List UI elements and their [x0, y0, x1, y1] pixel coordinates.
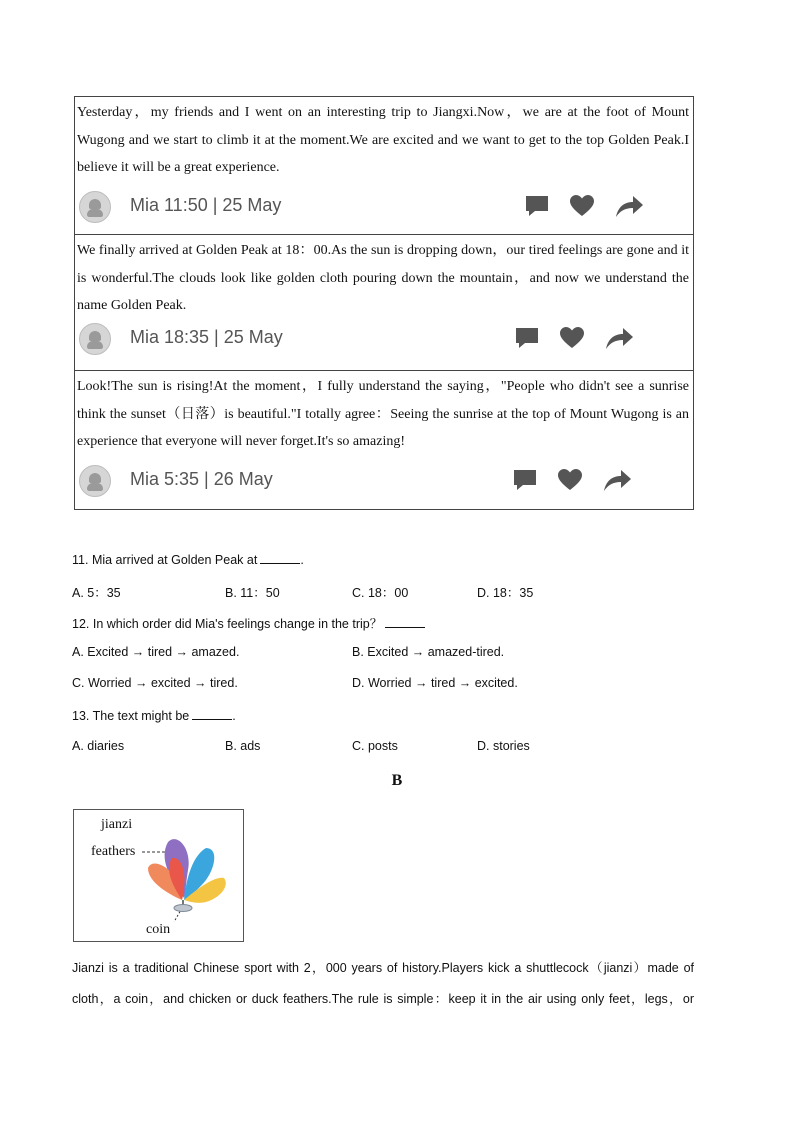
post-actions — [513, 325, 635, 351]
answer-blank[interactable] — [385, 615, 425, 628]
post-text: Look!The sun is rising!At the moment，I fully understand the saying，"People who didn't see a sunrise think the sunset（日落）is beautiful."I totally agree：Seeing the sunrise at the top of Mount Wugong is an experience that everyone will never forget.It's so amazing! — [77, 379, 689, 449]
option-c[interactable]: C. 18：00 — [352, 586, 409, 600]
post-1 — [75, 97, 693, 234]
option-b[interactable]: B. 11：50 — [225, 586, 280, 600]
post-timestamp: Mia 11:50 | 25 May — [130, 195, 282, 215]
shuttlecock-illustration — [74, 810, 243, 941]
heart-icon[interactable] — [569, 194, 595, 218]
question-number: 12. — [72, 617, 90, 631]
post-meta — [79, 461, 689, 501]
answer-blank[interactable] — [260, 551, 300, 564]
question-end: . — [300, 553, 304, 567]
heart-icon[interactable] — [557, 468, 583, 492]
avatar — [79, 323, 111, 355]
figure-label-jianzi: jianzi — [101, 817, 133, 832]
post-timestamp: Mia 5:35 | 26 May — [130, 469, 273, 489]
question-end: . — [232, 709, 236, 723]
post-actions — [511, 467, 633, 493]
section-b-paragraph: Jianzi is a traditional Chinese sport with 2，000 years of history.Players kick a shuttlecock（jianzi）made of cloth，a coin，and chicken or duck feathers.The rule is simple：keep it in the air using only feet，legs，or — [72, 961, 694, 1006]
post-timestamp: Mia 18:35 | 25 May — [130, 327, 283, 347]
figure-label-feathers: feathers — [91, 844, 136, 859]
question-number: 11. — [72, 553, 89, 567]
question-12 — [72, 614, 425, 632]
option-d[interactable]: D. Worried → tired → excited. — [352, 676, 518, 690]
post-meta — [79, 187, 689, 227]
option-a[interactable]: A. Excited → tired → amazed. — [72, 645, 240, 659]
question-stem: In which order did Mia's feelings change in the trip？ — [92, 617, 383, 631]
avatar — [79, 191, 111, 223]
option-c[interactable]: C. posts — [352, 739, 398, 753]
question-stem: The text might be — [92, 709, 190, 723]
post-3 — [75, 370, 693, 509]
answer-blank[interactable] — [192, 707, 232, 720]
heart-icon[interactable] — [559, 326, 585, 350]
option-d[interactable]: D. 18：35 — [477, 586, 534, 600]
option-d[interactable]: D. stories — [477, 739, 530, 753]
option-b[interactable]: B. Excited → amazed-tired. — [352, 645, 505, 659]
option-a[interactable]: A. 5：35 — [72, 586, 121, 600]
figure-label-coin: coin — [146, 922, 171, 937]
avatar — [79, 465, 111, 497]
jianzi-figure — [73, 809, 244, 942]
post-actions — [523, 193, 645, 219]
question-number: 13. — [72, 709, 90, 723]
section-heading: B — [391, 772, 403, 789]
post-2 — [75, 234, 693, 370]
post-text: Yesterday，my friends and I went on an interesting trip to Jiangxi.Now，we are at the foot of Mount Wugong and we start to climb it at the moment.We are excited and we want to get to the top Golden Peak.I believe it will be a great experience. — [77, 105, 689, 175]
share-icon[interactable] — [603, 325, 635, 351]
post-text: We finally arrived at Golden Peak at 18：00.As the sun is dropping down，our tired feelings are gone and it is wonderful.The clouds look like golden cloth pouring down the mountain，and now we understand the name Golden Peak. — [77, 243, 689, 313]
comment-icon[interactable] — [511, 467, 539, 493]
comment-icon[interactable] — [523, 193, 551, 219]
comment-icon[interactable] — [513, 325, 541, 351]
coin-shape — [174, 905, 192, 912]
share-icon[interactable] — [613, 193, 645, 219]
option-c[interactable]: C. Worried → excited → tired. — [72, 676, 238, 690]
question-stem: Mia arrived at Golden Peak at — [91, 553, 258, 567]
post-meta — [79, 319, 689, 359]
question-11 — [72, 551, 304, 567]
posts-box — [74, 96, 694, 510]
option-b[interactable]: B. ads — [225, 739, 261, 753]
option-a[interactable]: A. diaries — [72, 739, 125, 753]
share-icon[interactable] — [601, 467, 633, 493]
question-13 — [72, 707, 236, 723]
